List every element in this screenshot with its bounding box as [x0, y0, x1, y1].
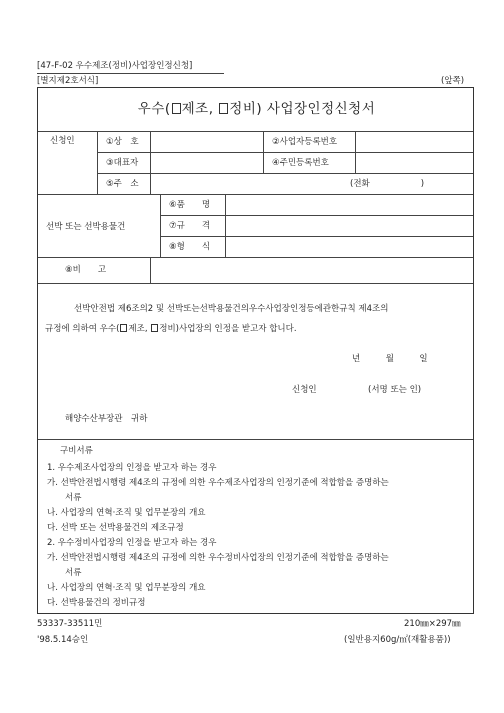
business-reg-label: ②사업자등록번호 [272, 137, 338, 147]
divider [263, 131, 264, 173]
divider [160, 215, 473, 216]
required-docs-item: 가. 선박안전법시행령 제4조의 규정에 의한 우수정비사업장의 인정기준에 적합함을 증명하는 [47, 553, 389, 563]
divider [355, 131, 356, 173]
page-side-label: (앞쪽) [441, 76, 465, 86]
maintenance-checkbox[interactable] [219, 103, 228, 114]
divider [38, 131, 473, 132]
required-docs-item: 서류 [65, 493, 82, 503]
divider [150, 257, 151, 283]
addressee: 해양수산부장관 귀하 [65, 414, 148, 424]
required-docs-item: 2. 우수정비사업장의 인정을 받고자 하는 경우 [47, 538, 217, 548]
divider [225, 194, 226, 257]
divider [38, 439, 473, 440]
manufacture-checkbox-small[interactable] [120, 324, 127, 332]
application-form [37, 87, 474, 614]
required-docs-item: 나. 사업장의 연혁·조직 및 업무분장의 개요 [47, 508, 206, 518]
divider [160, 236, 473, 237]
footer-size: 210㎜×297㎜ [404, 619, 461, 629]
model-label: ⑧형 식 [169, 242, 211, 252]
divider [97, 152, 473, 153]
manufacture-checkbox[interactable] [172, 103, 181, 114]
form-code: [47-F-02 우수제조(정비)사업장인정신청] [37, 61, 193, 71]
statement-text-a: 규정에 의하여 우수( [45, 324, 120, 334]
divider [97, 173, 473, 174]
required-docs-item: 가. 선박안전법시행령 제4조의 규정에 의한 우수제조사업장의 인정기준에 적합함을 증명하는 [47, 478, 389, 488]
divider [97, 131, 98, 194]
statement-line-2 [45, 324, 297, 334]
title-prefix: 우수( [137, 101, 171, 117]
date-line: 년 월 일 [352, 354, 428, 364]
required-docs-heading: 구비서류 [60, 446, 93, 456]
address-label: ⑤주 소 [106, 179, 139, 189]
divider [38, 257, 473, 258]
maintenance-checkbox-small[interactable] [151, 324, 158, 332]
header-underline [37, 73, 224, 74]
form-title [38, 97, 475, 117]
divider [38, 194, 473, 195]
footer-approval: '98.5.14승인 [37, 635, 89, 645]
item-name-label: ⑥품 명 [169, 200, 211, 210]
divider [160, 194, 161, 257]
footer-code: 53337-33511민 [37, 619, 103, 629]
required-docs-item: 다. 선박 또는 선박용물건의 제조규정 [47, 523, 184, 533]
divider [150, 131, 151, 194]
resident-reg-label: ④주민등록번호 [272, 158, 329, 168]
divider [38, 283, 473, 284]
statement-text-b: 제조, [128, 324, 151, 334]
attachment-label: [별지제2호서식] [37, 76, 99, 86]
sign-note: (서명 또는 인) [368, 385, 422, 395]
required-docs-item: 1. 우수제조사업장의 인정을 받고자 하는 경우 [47, 463, 217, 473]
required-docs-item: 서류 [65, 568, 82, 578]
trade-name-label: ①상 호 [106, 137, 139, 147]
title-manufacture: 제조, [181, 101, 219, 117]
statement-text-c: 정비)사업장의 인정을 받고자 합니다. [159, 324, 297, 334]
spec-label: ⑦규 격 [169, 221, 211, 231]
product-section-label: 선박 또는 선박용물건 [46, 222, 126, 232]
applicant-sign-label: 신청인 [292, 385, 317, 395]
applicant-section-label: 신청인 [50, 136, 75, 146]
footer-paper: (일반용지60g/㎡(재활용품)) [344, 635, 451, 645]
title-maintenance: 정비) 사업장인정신청서 [229, 101, 376, 117]
required-docs-item: 다. 선박용물건의 정비규정 [47, 598, 146, 608]
remarks-label: ⑧비 고 [65, 265, 107, 275]
representative-label: ③대표자 [106, 158, 139, 168]
phone-label: (전화 ) [350, 179, 425, 189]
required-docs-item: 나. 사업장의 연혁·조직 및 업무분장의 개요 [47, 583, 206, 593]
statement-line-1: 선박안전법 제6조의2 및 선박또는선박용물건의우수사업장인정등에관한규칙 제4조의 [74, 304, 389, 314]
